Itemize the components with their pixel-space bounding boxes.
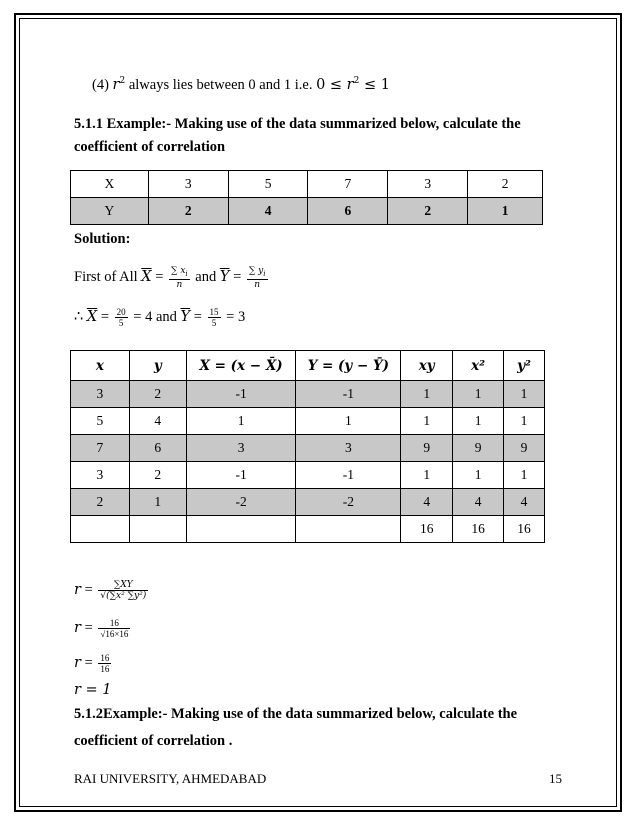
table-row: 7 6 3 3 9 9 9 bbox=[71, 435, 545, 462]
example1-heading-line2: coefficient of correlation bbox=[74, 139, 226, 155]
data-table-row-y: Y 2 4 6 2 1 bbox=[71, 198, 543, 225]
formula-final: r = 1 bbox=[74, 682, 112, 698]
calc-table-header: x y X = (x − X̄) Y = (y − Ȳ) xy x² y² bbox=[71, 351, 545, 381]
table-row: 3 2 -1 -1 1 1 1 bbox=[71, 381, 545, 408]
mean-values: ∴ $\overline{X}$ = $\frac{20}{5}$ = 4 and $\overline{Y}$ = $\frac{15}{5}$ = 3 bbox=[74, 307, 246, 328]
formula-step2: r = $\frac{16}{√16\times 16}$ bbox=[74, 618, 129, 639]
mean-definition: First of All $\overline{X}$ = $\frac{\sum x_i}{n}$ and $\overline{Y}$ = $\frac{\sum y_i}{n}$ bbox=[74, 266, 266, 290]
calc-table bbox=[70, 350, 545, 543]
formula-step3: r = $\frac{16}{16}$ bbox=[74, 653, 110, 674]
example2-heading-line1: 5.1.2Example:- Making use of the data summarized below, calculate the bbox=[74, 706, 518, 722]
table-row: 2 1 -2 -2 4 4 4 bbox=[71, 489, 545, 516]
page-number: 15 bbox=[549, 771, 562, 786]
formula-r: r = $\frac{\sum XY}{\text{√(∑x² ∑y²)}}$ bbox=[74, 580, 147, 601]
table-row-totals: 16 16 16 bbox=[71, 516, 545, 543]
solution-label: Solution: bbox=[74, 231, 131, 247]
data-table-row-x: X 3 5 7 3 2 bbox=[71, 171, 543, 198]
property-line: (4) $r^2$ always lies between 0 and 1 i.e. $0 \le r^2 \le 1$ bbox=[92, 76, 390, 93]
table-row: 3 2 -1 -1 1 1 1 bbox=[71, 462, 545, 489]
data-table bbox=[70, 170, 543, 225]
footer-university: RAI UNIVERSITY, AHMEDABAD bbox=[74, 771, 267, 786]
table-row: 5 4 1 1 1 1 1 bbox=[71, 408, 545, 435]
example1-heading-line1: 5.1.1 Example:- Making use of the data summarized below, calculate the bbox=[74, 116, 521, 132]
example2-heading-line2: coefficient of correlation . bbox=[74, 733, 233, 749]
